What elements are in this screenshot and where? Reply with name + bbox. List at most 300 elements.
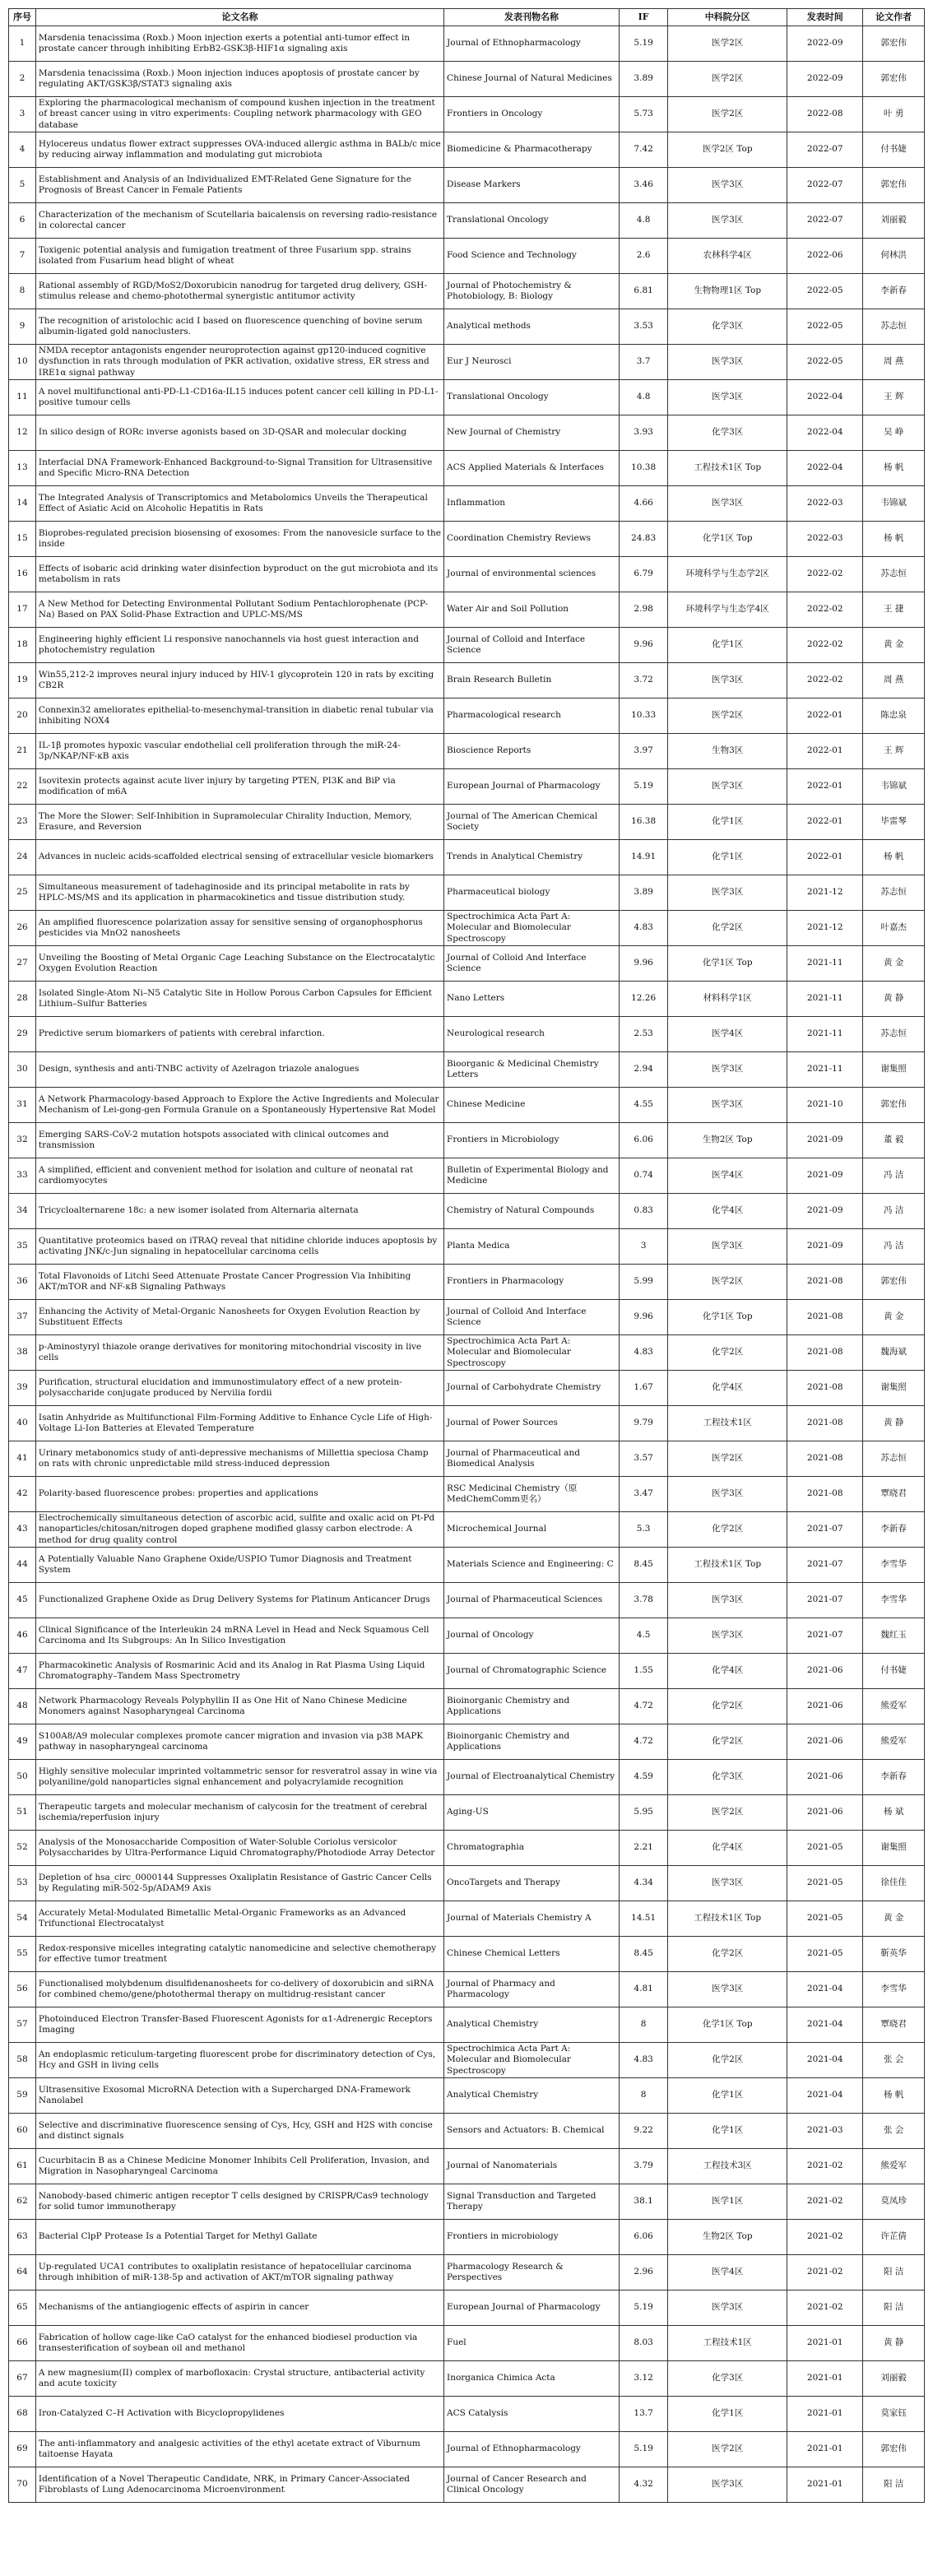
table-row: [9, 345, 925, 380]
row-index: 37: [9, 1300, 36, 1335]
publish-date: 2021-11: [787, 1052, 863, 1088]
publish-date: 2022-08: [787, 97, 863, 132]
row-index: 30: [9, 1052, 36, 1088]
table-row: [9, 1335, 925, 1371]
table-row: [9, 1477, 925, 1512]
table-row: [9, 875, 925, 911]
journal-name: Journal of Colloid and Interface Science: [444, 628, 620, 663]
publish-date: 2022-04: [787, 451, 863, 486]
author-name: 冯 洁: [863, 1229, 925, 1265]
table-row: [9, 1512, 925, 1548]
paper-title: Hylocereus undatus flower extract suppresses OVA-induced allergic asthma in BALb/c mice by reducing airway inflammation and modulating gut microbiota: [35, 132, 443, 168]
paper-title: Characterization of the mechanism of Scutellaria baicalensis on reversing radio-resistance in colorectal cancer: [35, 203, 443, 239]
table-row: [9, 2432, 925, 2467]
impact-factor: 4.66: [619, 486, 667, 522]
cas-zone: 化学1区: [668, 840, 787, 875]
row-index: 36: [9, 1265, 36, 1300]
publish-date: 2021-11: [787, 946, 863, 982]
author-name: 苏志恒: [863, 309, 925, 345]
journal-name: Spectrochimica Acta Part A: Molecular and Biomolecular Spectroscopy: [444, 1335, 620, 1371]
table-row: [9, 557, 925, 592]
paper-title: Win55,212-2 improves neural injury induced by HIV-1 glycoprotein 120 in rats by exciting CB2R: [35, 663, 443, 699]
row-index: 9: [9, 309, 36, 345]
journal-name: Translational Oncology: [444, 203, 620, 239]
journal-name: Journal of Ethnopharmacology: [444, 26, 620, 62]
publish-date: 2021-01: [787, 2467, 863, 2503]
cas-zone: 化学2区: [668, 2043, 787, 2078]
impact-factor: 16.38: [619, 805, 667, 840]
cas-zone: 医学3区: [668, 168, 787, 203]
paper-title: Isatin Anhydride as Multifunctional Film-Forming Additive to Enhance Cycle Life of High-Voltage Li-Ion Batteries at Elevated Temperature: [35, 1406, 443, 1441]
journal-name: Food Science and Technology: [444, 239, 620, 274]
table-row: [9, 663, 925, 699]
table-row: [9, 734, 925, 769]
author-name: 付书婕: [863, 132, 925, 168]
publish-date: 2021-08: [787, 1371, 863, 1406]
author-name: 黄 金: [863, 1901, 925, 1937]
row-index: 12: [9, 415, 36, 451]
journal-name: Neurological research: [444, 1017, 620, 1052]
journal-name: Journal of Electroanalytical Chemistry: [444, 1760, 620, 1795]
cas-zone: 医学3区: [668, 1229, 787, 1265]
row-index: 52: [9, 1831, 36, 1866]
publish-date: 2022-01: [787, 805, 863, 840]
impact-factor: 24.83: [619, 522, 667, 557]
row-index: 6: [9, 203, 36, 239]
journal-name: Bioorganic & Medicinal Chemistry Letters: [444, 1052, 620, 1088]
table-row: [9, 62, 925, 97]
publish-date: 2021-04: [787, 2007, 863, 2043]
table-row: [9, 2255, 925, 2291]
journal-name: Aging-US: [444, 1795, 620, 1831]
impact-factor: 8: [619, 2078, 667, 2114]
row-index: 51: [9, 1795, 36, 1831]
impact-factor: 6.79: [619, 557, 667, 592]
table-row: [9, 2078, 925, 2114]
paper-title: A novel multifunctional anti-PD-L1-CD16a-IL15 induces potent cancer cell killing in PD-L1-positive tumour cells: [35, 380, 443, 415]
paper-title: Enhancing the Activity of Metal-Organic Nanosheets for Oxygen Evolution Reaction by Substituent Effects: [35, 1300, 443, 1335]
impact-factor: 10.33: [619, 699, 667, 734]
cas-zone: 化学2区: [668, 1689, 787, 1724]
journal-name: Bioinorganic Chemistry and Applications: [444, 1724, 620, 1760]
row-index: 10: [9, 345, 36, 380]
impact-factor: 4.83: [619, 2043, 667, 2078]
author-name: 黄 金: [863, 1300, 925, 1335]
journal-name: Inflammation: [444, 486, 620, 522]
cas-zone: 化学1区 Top: [668, 946, 787, 982]
row-index: 49: [9, 1724, 36, 1760]
table-row: [9, 451, 925, 486]
paper-title: Predictive serum biomarkers of patients with cerebral infarction.: [35, 1017, 443, 1052]
publish-date: 2021-12: [787, 911, 863, 946]
cas-zone: 化学1区: [668, 2078, 787, 2114]
row-index: 54: [9, 1901, 36, 1937]
author-name: 李雪华: [863, 1972, 925, 2007]
impact-factor: 3.57: [619, 1441, 667, 1477]
cas-zone: 医学2区: [668, 1441, 787, 1477]
table-row: [9, 1052, 925, 1088]
row-index: 25: [9, 875, 36, 911]
row-index: 42: [9, 1477, 36, 1512]
journal-name: RSC Medicinal Chemistry（原MedChemComm更名）: [444, 1477, 620, 1512]
table-row: [9, 769, 925, 805]
cas-zone: 医学3区: [668, 345, 787, 380]
cas-zone: 医学4区: [668, 1017, 787, 1052]
journal-name: European Journal of Pharmacology: [444, 769, 620, 805]
impact-factor: 8.45: [619, 1937, 667, 1972]
cas-zone: 化学1区: [668, 2114, 787, 2149]
impact-factor: 13.7: [619, 2397, 667, 2432]
impact-factor: 3.7: [619, 345, 667, 380]
journal-name: Journal of Oncology: [444, 1618, 620, 1654]
paper-title: The More the Slower: Self-Inhibition in Supramolecular Chirality Induction, Memory, Erasure, and Reversion: [35, 805, 443, 840]
paper-title: Toxigenic potential analysis and fumigation treatment of three Fusarium spp. strains isolated from Fusarium head blight of wheat: [35, 239, 443, 274]
publish-date: 2022-07: [787, 168, 863, 203]
paper-title: In silico design of RORc inverse agonists based on 3D-QSAR and molecular docking: [35, 415, 443, 451]
impact-factor: 2.96: [619, 2255, 667, 2291]
paper-title: S100A8/A9 molecular complexes promote cancer migration and invasion via p38 MAPK pathway in nasopharyngeal carcinoma: [35, 1724, 443, 1760]
author-name: 魏红玉: [863, 1618, 925, 1654]
paper-title: Simultaneous measurement of tadehaginoside and its principal metabolite in rats by HPLC-MS/MS and its application in pharmacokinetics and tissue distribution study.: [35, 875, 443, 911]
journal-name: Journal of environmental sciences: [444, 557, 620, 592]
author-name: 阳 洁: [863, 2467, 925, 2503]
row-index: 3: [9, 97, 36, 132]
cas-zone: 医学3区: [668, 2467, 787, 2503]
row-index: 15: [9, 522, 36, 557]
table-row: [9, 415, 925, 451]
publish-date: 2021-04: [787, 2043, 863, 2078]
cas-zone: 医学3区: [668, 1972, 787, 2007]
cas-zone: 化学4区: [668, 1194, 787, 1229]
paper-title: Analysis of the Monosaccharide Composition of Water-Soluble Coriolus versicolor Polysaccharides by Ultra-Performance Liquid Chromatography/Photodiode Array Detector: [35, 1831, 443, 1866]
table-row: [9, 2007, 925, 2043]
paper-title: Selective and discriminative fluorescence sensing of Cys, Hcy, GSH and H2S with concise and distinct signals: [35, 2114, 443, 2149]
paper-title: Urinary metabonomics study of anti-depressive mechanisms of Millettia speciosa Champ on rats with chronic unpredictable mild stress-induced depression: [35, 1441, 443, 1477]
impact-factor: 6.81: [619, 274, 667, 309]
impact-factor: 2.6: [619, 239, 667, 274]
table-row: [9, 1088, 925, 1123]
journal-name: Nano Letters: [444, 982, 620, 1017]
author-name: 苏志恒: [863, 1017, 925, 1052]
author-name: 苏志恒: [863, 1441, 925, 1477]
cas-zone: 医学3区: [668, 1052, 787, 1088]
impact-factor: 4.83: [619, 911, 667, 946]
author-name: 谢集照: [863, 1371, 925, 1406]
cas-zone: 生物物理1区 Top: [668, 274, 787, 309]
author-name: 黄 金: [863, 628, 925, 663]
table-row: [9, 1618, 925, 1654]
journal-name: Frontiers in microbiology: [444, 2220, 620, 2255]
paper-title: Iron-Catalyzed C–H Activation with Bicyclopropylidenes: [35, 2397, 443, 2432]
row-index: 46: [9, 1618, 36, 1654]
row-index: 11: [9, 380, 36, 415]
paper-title: Up-regulated UCA1 contributes to oxaliplatin resistance of hepatocellular carcinoma through inhibition of miR-138-5p and activation of AKT/mTOR signaling pathway: [35, 2255, 443, 2291]
publish-date: 2022-07: [787, 132, 863, 168]
row-index: 35: [9, 1229, 36, 1265]
journal-name: Planta Medica: [444, 1229, 620, 1265]
cas-zone: 生物2区 Top: [668, 1123, 787, 1158]
journal-name: Journal of Cancer Research and Clinical Oncology: [444, 2467, 620, 2503]
impact-factor: 3.46: [619, 168, 667, 203]
table-row: [9, 2397, 925, 2432]
publish-date: 2022-05: [787, 345, 863, 380]
paper-title: A New Method for Detecting Environmental Pollutant Sodium Pentachlorophenate (PCP-Na) Based on PAX Solid-Phase Extraction and UPLC-MS/MS: [35, 592, 443, 628]
journal-name: Materials Science and Engineering: C: [444, 1548, 620, 1583]
impact-factor: 8: [619, 2007, 667, 2043]
paper-title: Accurately Metal-Modulated Bimetallic Metal-Organic Frameworks as an Advanced Trifunctional Electrocatalyst: [35, 1901, 443, 1937]
paper-title: Photoinduced Electron Transfer-Based Fluorescent Agonists for α1-Adrenergic Receptors Imaging: [35, 2007, 443, 2043]
journal-name: Journal of Ethnopharmacology: [444, 2432, 620, 2467]
impact-factor: 38.1: [619, 2184, 667, 2220]
author-name: 熊爱军: [863, 1689, 925, 1724]
row-index: 58: [9, 2043, 36, 2078]
impact-factor: 9.22: [619, 2114, 667, 2149]
impact-factor: 4.72: [619, 1689, 667, 1724]
author-name: 董 毅: [863, 1123, 925, 1158]
row-index: 21: [9, 734, 36, 769]
paper-title: Marsdenia tenacissima (Roxb.) Moon injection induces apoptosis of prostate cancer by regulating AKT/GSK3β/STAT3 signaling axis: [35, 62, 443, 97]
author-name: 杨 斌: [863, 1795, 925, 1831]
cas-zone: 化学2区: [668, 1724, 787, 1760]
paper-title: Bacterial ClpP Protease Is a Potential Target for Methyl Gallate: [35, 2220, 443, 2255]
paper-title: Functionalized Graphene Oxide as Drug Delivery Systems for Platinum Anticancer Drugs: [35, 1583, 443, 1618]
journal-name: Trends in Analytical Chemistry: [444, 840, 620, 875]
paper-title: Polarity-based fluorescence probes: properties and applications: [35, 1477, 443, 1512]
paper-title: A new magnesium(II) complex of marbofloxacin: Crystal structure, antibacterial activity and acute toxicity: [35, 2361, 443, 2397]
journal-name: Frontiers in Microbiology: [444, 1123, 620, 1158]
paper-title: NMDA receptor antagonists engender neuroprotection against gp120-induced cognitive dysfunction in rats through modulation of PKR activation, oxidative stress, ER stress and IRE1α signal pathway: [35, 345, 443, 380]
row-index: 2: [9, 62, 36, 97]
table-row: [9, 2467, 925, 2503]
row-index: 27: [9, 946, 36, 982]
author-name: 阳 洁: [863, 2291, 925, 2326]
author-name: 周 燕: [863, 345, 925, 380]
row-index: 45: [9, 1583, 36, 1618]
table-row: [9, 2220, 925, 2255]
table-row: [9, 309, 925, 345]
journal-name: ACS Applied Materials & Interfaces: [444, 451, 620, 486]
journal-name: Analytical Chemistry: [444, 2078, 620, 2114]
author-name: 郭宏伟: [863, 1088, 925, 1123]
journal-name: Journal of The American Chemical Society: [444, 805, 620, 840]
cas-zone: 医学3区: [668, 1866, 787, 1901]
journal-name: Biomedicine & Pharmacotherapy: [444, 132, 620, 168]
row-index: 66: [9, 2326, 36, 2361]
row-index: 55: [9, 1937, 36, 1972]
row-index: 48: [9, 1689, 36, 1724]
author-name: 许芷倩: [863, 2220, 925, 2255]
cas-zone: 医学3区: [668, 663, 787, 699]
impact-factor: 3.72: [619, 663, 667, 699]
paper-title: Interfacial DNA Framework-Enhanced Background-to-Signal Transition for Ultrasensitive and Specific Micro-RNA Detection: [35, 451, 443, 486]
publish-date: 2021-07: [787, 1618, 863, 1654]
row-index: 44: [9, 1548, 36, 1583]
row-index: 19: [9, 663, 36, 699]
cas-zone: 医学3区: [668, 1477, 787, 1512]
paper-title: Mechanisms of the antiangiogenic effects of aspirin in cancer: [35, 2291, 443, 2326]
publish-date: 2021-01: [787, 2432, 863, 2467]
author-name: 张 会: [863, 2114, 925, 2149]
header-index: 序号: [9, 9, 36, 26]
publish-date: 2021-08: [787, 1300, 863, 1335]
publish-date: 2021-09: [787, 1123, 863, 1158]
table-row: [9, 592, 925, 628]
journal-name: Eur J Neurosci: [444, 345, 620, 380]
journal-name: Journal of Carbohydrate Chemistry: [444, 1371, 620, 1406]
publish-date: 2022-03: [787, 486, 863, 522]
cas-zone: 化学1区: [668, 628, 787, 663]
row-index: 61: [9, 2149, 36, 2184]
impact-factor: 3.12: [619, 2361, 667, 2397]
cas-zone: 化学3区: [668, 1760, 787, 1795]
paper-title: p-Aminostyryl thiazole orange derivatives for monitoring mitochondrial viscosity in live cells: [35, 1335, 443, 1371]
journal-name: Journal of Colloid And Interface Science: [444, 946, 620, 982]
table-row: [9, 1441, 925, 1477]
row-index: 38: [9, 1335, 36, 1371]
paper-title: An amplified fluorescence polarization assay for sensitive sensing of organophosphorus pesticides via MnO2 nanosheets: [35, 911, 443, 946]
cas-zone: 医学2区: [668, 2432, 787, 2467]
journal-name: OncoTargets and Therapy: [444, 1866, 620, 1901]
cas-zone: 化学2区: [668, 1937, 787, 1972]
row-index: 13: [9, 451, 36, 486]
impact-factor: 4.32: [619, 2467, 667, 2503]
journal-name: Journal of Pharmacy and Pharmacology: [444, 1972, 620, 2007]
row-index: 28: [9, 982, 36, 1017]
paper-title: An endoplasmic reticulum-targeting fluorescent probe for discriminatory detection of Cys, Hcy and GSH in living cells: [35, 2043, 443, 2078]
impact-factor: 2.94: [619, 1052, 667, 1088]
row-index: 22: [9, 769, 36, 805]
publish-date: 2021-01: [787, 2326, 863, 2361]
cas-zone: 化学1区: [668, 805, 787, 840]
row-index: 14: [9, 486, 36, 522]
row-index: 40: [9, 1406, 36, 1441]
author-name: 张 会: [863, 2043, 925, 2078]
journal-name: Journal of Power Sources: [444, 1406, 620, 1441]
journal-name: Spectrochimica Acta Part A: Molecular and Biomolecular Spectroscopy: [444, 2043, 620, 2078]
header-author: 论文作者: [863, 9, 925, 26]
header-journal: 发表刊物名称: [444, 9, 620, 26]
journal-name: Chemistry of Natural Compounds: [444, 1194, 620, 1229]
cas-zone: 医学3区: [668, 1583, 787, 1618]
publish-date: 2021-02: [787, 2149, 863, 2184]
row-index: 68: [9, 2397, 36, 2432]
author-name: 阳 洁: [863, 2255, 925, 2291]
author-name: 李新春: [863, 1512, 925, 1548]
journal-name: Brain Research Bulletin: [444, 663, 620, 699]
row-index: 31: [9, 1088, 36, 1123]
publish-date: 2021-05: [787, 1866, 863, 1901]
impact-factor: 3.47: [619, 1477, 667, 1512]
journal-name: Fuel: [444, 2326, 620, 2361]
table-row: [9, 1548, 925, 1583]
impact-factor: 4.81: [619, 1972, 667, 2007]
journal-name: Bioscience Reports: [444, 734, 620, 769]
cas-zone: 生物3区: [668, 734, 787, 769]
row-index: 8: [9, 274, 36, 309]
journal-name: Disease Markers: [444, 168, 620, 203]
journal-name: Analytical Chemistry: [444, 2007, 620, 2043]
journal-name: Journal of Colloid And Interface Science: [444, 1300, 620, 1335]
row-index: 65: [9, 2291, 36, 2326]
publish-date: 2021-06: [787, 1760, 863, 1795]
cas-zone: 工程技术1区 Top: [668, 1901, 787, 1937]
author-name: 谢集照: [863, 1052, 925, 1088]
publish-date: 2021-04: [787, 1972, 863, 2007]
paper-title: Redox-responsive micelles integrating catalytic nanomedicine and selective chemotherapy for effective tumor treatment: [35, 1937, 443, 1972]
paper-title: A simplified, efficient and convenient method for isolation and culture of neonatal rat cardiomyocytes: [35, 1158, 443, 1194]
impact-factor: 8.03: [619, 2326, 667, 2361]
author-name: 叶嘉杰: [863, 911, 925, 946]
publish-date: 2021-10: [787, 1088, 863, 1123]
publish-date: 2022-02: [787, 663, 863, 699]
cas-zone: 化学2区: [668, 1335, 787, 1371]
author-name: 莫家钰: [863, 2397, 925, 2432]
table-row: [9, 805, 925, 840]
table-row: [9, 1831, 925, 1866]
impact-factor: 0.83: [619, 1194, 667, 1229]
cas-zone: 医学3区: [668, 2291, 787, 2326]
row-index: 43: [9, 1512, 36, 1548]
author-name: 叶 勇: [863, 97, 925, 132]
author-name: 熊爱军: [863, 1724, 925, 1760]
paper-title: The Integrated Analysis of Transcriptomics and Metabolomics Unveils the Therapeutical Effect of Asiatic Acid on Alcoholic Hepatitis in Rats: [35, 486, 443, 522]
publish-date: 2021-08: [787, 1335, 863, 1371]
publish-date: 2021-07: [787, 1548, 863, 1583]
author-name: 郭宏伟: [863, 168, 925, 203]
journal-name: Journal of Nanomaterials: [444, 2149, 620, 2184]
table-row: [9, 840, 925, 875]
author-name: 韦锦斌: [863, 769, 925, 805]
cas-zone: 环境科学与生态学2区: [668, 557, 787, 592]
author-name: 覃晓君: [863, 2007, 925, 2043]
publish-date: 2021-09: [787, 1229, 863, 1265]
author-name: 黄 静: [863, 2326, 925, 2361]
impact-factor: 8.45: [619, 1548, 667, 1583]
publish-date: 2021-05: [787, 1901, 863, 1937]
header-zone: 中科院分区: [668, 9, 787, 26]
cas-zone: 医学2区 Top: [668, 132, 787, 168]
row-index: 50: [9, 1760, 36, 1795]
journal-name: Bioinorganic Chemistry and Applications: [444, 1689, 620, 1724]
paper-title: Highly sensitive molecular imprinted voltammetric sensor for resveratrol assay in wine via polyaniline/gold nanoparticles signal enhancement and polyacrylamide recognition: [35, 1760, 443, 1795]
publish-date: 2021-06: [787, 1654, 863, 1689]
paper-title: Marsdenia tenacissima (Roxb.) Moon injection exerts a potential anti-tumor effect in prostate cancer through inhibiting ErbB2-GSK3β-HIF1α signaling axis: [35, 26, 443, 62]
journal-name: Chinese Chemical Letters: [444, 1937, 620, 1972]
row-index: 4: [9, 132, 36, 168]
impact-factor: 4.5: [619, 1618, 667, 1654]
cas-zone: 工程技术3区: [668, 2149, 787, 2184]
journal-name: Chromatographia: [444, 1831, 620, 1866]
journal-name: Chinese Journal of Natural Medicines: [444, 62, 620, 97]
table-row: [9, 1689, 925, 1724]
paper-title: Ultrasensitive Exosomal MicroRNA Detection with a Supercharged DNA-Framework Nanolabel: [35, 2078, 443, 2114]
paper-title: Isolated Single-Atom Ni–N5 Catalytic Site in Hollow Porous Carbon Capsules for Efficient Lithium–Sulfur Batteries: [35, 982, 443, 1017]
table-row: [9, 1972, 925, 2007]
row-index: 60: [9, 2114, 36, 2149]
impact-factor: 0.74: [619, 1158, 667, 1194]
table-row: [9, 168, 925, 203]
cas-zone: 工程技术1区: [668, 1406, 787, 1441]
row-index: 26: [9, 911, 36, 946]
row-index: 23: [9, 805, 36, 840]
paper-title: The anti-inflammatory and analgesic activities of the ethyl acetate extract of Viburnum taitoense Hayata: [35, 2432, 443, 2467]
paper-title: A Network Pharmacology-based Approach to Explore the Active Ingredients and Molecular Mechanism of Lei-gong-gen Formula Granule on a Spontaneously Hypertensive Rat Model: [35, 1088, 443, 1123]
publish-date: 2022-05: [787, 309, 863, 345]
table-row: [9, 1795, 925, 1831]
cas-zone: 化学4区: [668, 1654, 787, 1689]
author-name: 苏志恒: [863, 557, 925, 592]
paper-title: A Potentially Valuable Nano Graphene Oxide/USPIO Tumor Diagnosis and Treatment System: [35, 1548, 443, 1583]
